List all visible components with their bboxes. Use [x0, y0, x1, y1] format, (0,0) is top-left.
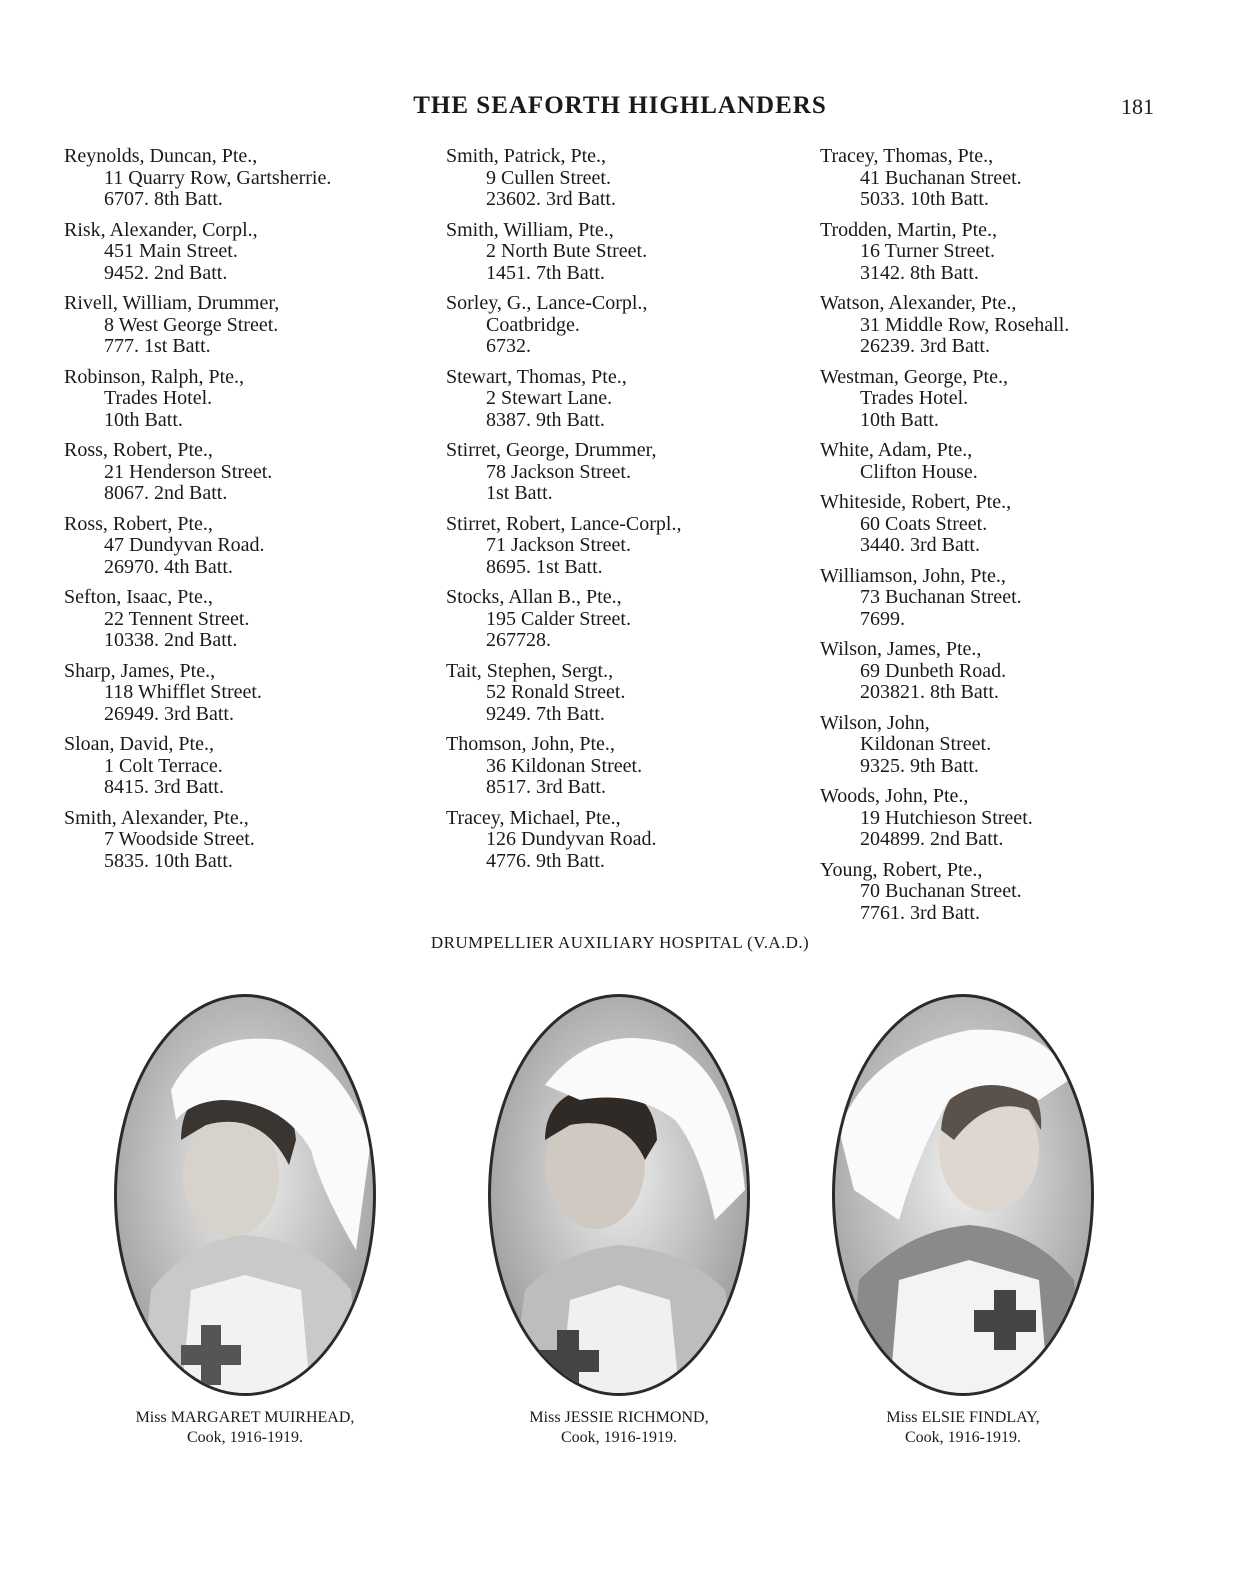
entry-address: 36 Kildonan Street. — [486, 754, 643, 777]
roll-entry — [446, 661, 826, 726]
photo-caption — [818, 1408, 1108, 1448]
entry-number: 9452. 2nd Batt. — [104, 261, 228, 284]
entry-address: 41 Buchanan Street. — [860, 166, 1022, 189]
entry-address: 22 Tennent Street. — [104, 607, 250, 630]
entry-number: 8387. 9th Batt. — [486, 408, 605, 431]
entry-address: 451 Main Street. — [104, 240, 238, 262]
entry-address: 21 Henderson Street. — [104, 460, 273, 483]
entry-address: 195 Calder Street. — [486, 607, 631, 630]
entry-address: 19 Hutchieson Street. — [860, 806, 1033, 829]
entry-name: Sefton, Isaac, Pte., — [64, 586, 213, 608]
entry-number: 203821. 8th Batt. — [860, 681, 999, 703]
entry-address: Coatbridge. — [486, 313, 580, 336]
page-number: 181 — [1121, 94, 1154, 119]
entry-name: Thomson, John, Pte., — [446, 733, 615, 755]
entry-number: 26239. 3rd Batt. — [860, 335, 990, 357]
entry-name: Whiteside, Robert, Pte., — [820, 491, 1012, 513]
entry-name: Tracey, Thomas, Pte., — [820, 145, 994, 167]
column-3 — [820, 146, 1200, 933]
entry-number: 9325. 9th Batt. — [860, 754, 979, 777]
entry-address: 1 Colt Terrace. — [104, 754, 223, 777]
entry-number: 9249. 7th Batt. — [486, 702, 605, 725]
page-header — [0, 88, 1240, 128]
roll-entry — [64, 220, 444, 285]
entry-number: 267728. — [486, 629, 551, 651]
entry-name: Smith, Patrick, Pte., — [446, 145, 606, 167]
photo-card-muirhead — [100, 990, 390, 1446]
roll-entry — [446, 734, 826, 799]
entry-address: 52 Ronald Street. — [486, 681, 626, 703]
entry-name: Stirret, Robert, Lance-Corpl., — [446, 512, 682, 535]
entry-address: 2 Stewart Lane. — [486, 387, 613, 409]
entry-number: 1451. 7th Batt. — [486, 261, 605, 284]
entry-number: 8067. 2nd Batt. — [104, 482, 228, 504]
entry-number: 6732. — [486, 335, 531, 357]
entry-name: Robinson, Ralph, Pte., — [64, 365, 245, 388]
entry-address: 2 North Bute Street. — [486, 240, 648, 262]
entry-address: 8 West George Street. — [104, 313, 279, 336]
roll-entry — [64, 587, 444, 652]
roll-entry — [446, 220, 826, 285]
entry-name: Young, Robert, Pte., — [820, 858, 983, 881]
entry-name: White, Adam, Pte., — [820, 439, 973, 461]
roll-entry — [446, 587, 826, 652]
entry-name: Tracey, Michael, Pte., — [446, 806, 621, 829]
entry-number: 3142. 8th Batt. — [860, 261, 979, 284]
entry-number: 7699. — [860, 607, 905, 630]
roll-entry — [446, 293, 826, 358]
roll-entry — [64, 146, 444, 211]
entry-name: Smith, William, Pte., — [446, 218, 614, 241]
entry-address: Trades Hotel. — [104, 387, 213, 409]
entry-name: Smith, Alexander, Pte., — [64, 806, 249, 829]
photo-caption — [474, 1408, 764, 1448]
photo-row — [0, 990, 1240, 1470]
roll-entry — [64, 661, 444, 726]
entry-address: 71 Jackson Street. — [486, 534, 631, 556]
caption-name: Miss MARGARET MUIRHEAD, — [135, 1409, 355, 1426]
entry-number: 3440. 3rd Batt. — [860, 534, 980, 556]
entry-number: 4776. 9th Batt. — [486, 849, 605, 872]
entry-name: Westman, George, Pte., — [820, 365, 1008, 388]
entry-address: Clifton House. — [860, 460, 978, 483]
entry-address: 7 Woodside Street. — [104, 828, 255, 850]
entry-name: Wilson, James, Pte., — [820, 638, 982, 660]
entry-number: 26970. 4th Batt. — [104, 555, 233, 578]
roll-entry — [64, 514, 444, 579]
roll-entry — [64, 734, 444, 799]
roll-entry — [446, 367, 826, 432]
entry-number: 7761. 3rd Batt. — [860, 901, 980, 924]
caption-name: Miss JESSIE RICHMOND, — [529, 1409, 709, 1426]
portrait-photo-icon — [829, 990, 1097, 1400]
entry-address: 31 Middle Row, Rosehall. — [860, 313, 1070, 336]
roll-entry — [64, 440, 444, 505]
entry-name: Stocks, Allan B., Pte., — [446, 586, 622, 608]
entry-name: Woods, John, Pte., — [820, 785, 969, 807]
entry-address: Kildonan Street. — [860, 733, 992, 755]
entry-number: 10338. 2nd Batt. — [104, 629, 238, 651]
entry-address: 9 Cullen Street. — [486, 166, 611, 189]
entry-number: 6707. 8th Batt. — [104, 188, 223, 210]
entry-name: Sharp, James, Pte., — [64, 659, 216, 682]
photo-card-findlay — [818, 990, 1108, 1446]
entry-number: 8415. 3rd Batt. — [104, 776, 224, 798]
column-1 — [64, 146, 444, 881]
roll-entry — [820, 566, 1200, 631]
entry-name: Sorley, G., Lance-Corpl., — [446, 292, 648, 314]
photo-card-richmond — [474, 990, 764, 1446]
entry-name: Watson, Alexander, Pte., — [820, 292, 1017, 314]
entry-number: 777. 1st Batt. — [104, 335, 211, 357]
roll-entry — [820, 492, 1200, 557]
entry-name: Reynolds, Duncan, Pte., — [64, 145, 258, 167]
entry-address: 16 Turner Street. — [860, 240, 995, 262]
caption-role: Cook, 1916-1919. — [187, 1429, 303, 1446]
roll-entry — [64, 808, 444, 873]
entry-number: 204899. 2nd Batt. — [860, 828, 1004, 850]
entry-name: Tait, Stephen, Sergt., — [446, 659, 614, 682]
roll-entry — [820, 786, 1200, 851]
entry-address: 60 Coats Street. — [860, 512, 988, 535]
entry-number: 23602. 3rd Batt. — [486, 188, 616, 210]
entry-address: 47 Dundyvan Road. — [104, 534, 265, 556]
roll-entry — [446, 440, 826, 505]
portrait-photo-icon — [111, 990, 379, 1400]
roll-entry — [820, 440, 1200, 483]
entry-address: 70 Buchanan Street. — [860, 880, 1022, 902]
entry-name: Williamson, John, Pte., — [820, 564, 1006, 587]
entry-name: Ross, Robert, Pte., — [64, 512, 213, 535]
column-2 — [446, 146, 826, 881]
portrait-photo-icon — [485, 990, 753, 1400]
page-title: THE SEAFORTH HIGHLANDERS — [413, 92, 827, 119]
roll-entry — [446, 514, 826, 579]
roll-entry — [446, 146, 826, 211]
entry-name: Risk, Alexander, Corpl., — [64, 218, 258, 241]
roll-entry — [820, 860, 1200, 925]
entry-name: Stirret, George, Drummer, — [446, 439, 657, 461]
entry-name: Trodden, Martin, Pte., — [820, 218, 998, 241]
roll-entry — [64, 367, 444, 432]
roll-of-honour-columns — [58, 145, 1158, 924]
entry-number: 8517. 3rd Batt. — [486, 776, 606, 798]
caption-role: Cook, 1916-1919. — [561, 1429, 677, 1446]
roll-entry — [820, 293, 1200, 358]
section-title: DRUMPELLIER AUXILIARY HOSPITAL (V.A.D.) — [430, 933, 810, 952]
entry-number: 26949. 3rd Batt. — [104, 702, 234, 725]
entry-number: 10th Batt. — [104, 408, 183, 431]
entry-address: 73 Buchanan Street. — [860, 586, 1022, 608]
entry-name: Stewart, Thomas, Pte., — [446, 365, 627, 388]
entry-name: Ross, Robert, Pte., — [64, 439, 213, 461]
entry-address: 69 Dunbeth Road. — [860, 659, 1007, 682]
entry-name: Sloan, David, Pte., — [64, 733, 214, 755]
entry-address: 118 Whifflet Street. — [104, 681, 262, 703]
roll-entry — [820, 713, 1200, 778]
entry-address: Trades Hotel. — [860, 387, 969, 409]
entry-number: 5835. 10th Batt. — [104, 849, 233, 872]
entry-address: 78 Jackson Street. — [486, 460, 631, 483]
roll-entry — [820, 220, 1200, 285]
roll-entry — [820, 146, 1200, 211]
entry-number: 10th Batt. — [860, 408, 939, 431]
entry-name: Wilson, John, — [820, 711, 930, 734]
entry-number: 1st Batt. — [486, 482, 553, 504]
caption-role: Cook, 1916-1919. — [905, 1429, 1021, 1446]
entry-number: 8695. 1st Batt. — [486, 555, 603, 578]
entry-number: 5033. 10th Batt. — [860, 188, 989, 210]
entry-address: 11 Quarry Row, Gartsherrie. — [104, 166, 332, 189]
photo-caption — [100, 1408, 390, 1448]
roll-entry — [820, 639, 1200, 704]
caption-name: Miss ELSIE FINDLAY, — [886, 1409, 1040, 1426]
roll-entry — [64, 293, 444, 358]
roll-entry — [820, 367, 1200, 432]
roll-entry — [446, 808, 826, 873]
entry-name: Rivell, William, Drummer, — [64, 292, 280, 314]
entry-address: 126 Dundyvan Road. — [486, 828, 657, 850]
